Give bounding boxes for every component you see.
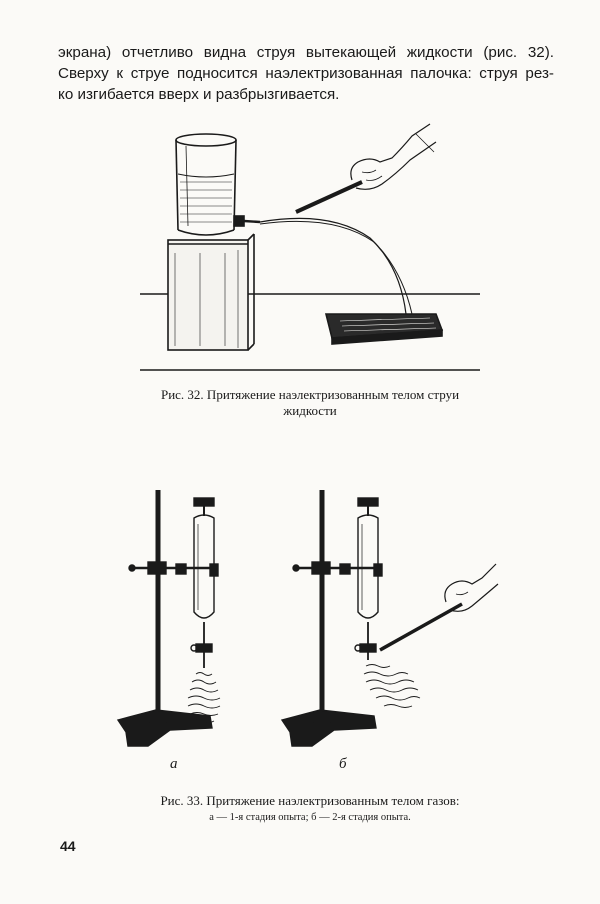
figure-33-label-b: б	[339, 756, 347, 772]
figure-33-caption-line-2: а — 1-я стадия опыта; б — 2-я стадия опыта.	[209, 812, 411, 823]
liquid-jet	[260, 218, 406, 314]
figure-33-caption	[110, 792, 510, 826]
figure-32-illustration	[130, 118, 490, 378]
figure-33-illustration	[110, 484, 510, 754]
support-block	[168, 234, 254, 350]
figure-32-caption-line-2: жидкости	[283, 403, 337, 418]
gas-burette-b	[355, 498, 382, 660]
figure-33-caption-line-1: Рис. 33. Притяжение наэлектризованным телом газов:	[160, 793, 460, 808]
hand-drawing-b	[445, 564, 498, 611]
body-paragraph	[58, 42, 554, 105]
hand-drawing	[351, 124, 436, 189]
collecting-tray	[326, 314, 442, 344]
paragraph-line-2: Сверху к струе подносится наэлектризованная палочка: струя рез-	[58, 65, 554, 82]
electrified-rod-b	[380, 604, 462, 650]
paragraph-line-3: ко изгибается вверх и разбрызгивается.	[58, 86, 340, 103]
page-number: 44	[60, 838, 76, 854]
figure-32-caption-line-1: Рис. 32. Притяжение наэлектризованным телом струи	[160, 387, 460, 402]
glass-vessel	[176, 134, 236, 235]
gas-burette-a	[191, 498, 218, 668]
paragraph-line-1: экрана) отчетливо видна струя вытекающей жидкости (рис. 32).	[58, 44, 554, 61]
figure-32-caption	[100, 387, 520, 419]
outlet-nozzle	[234, 216, 260, 226]
figure-33-label-a: а	[170, 756, 178, 772]
electrified-rod	[296, 182, 362, 212]
gas-plume-b	[364, 665, 420, 708]
